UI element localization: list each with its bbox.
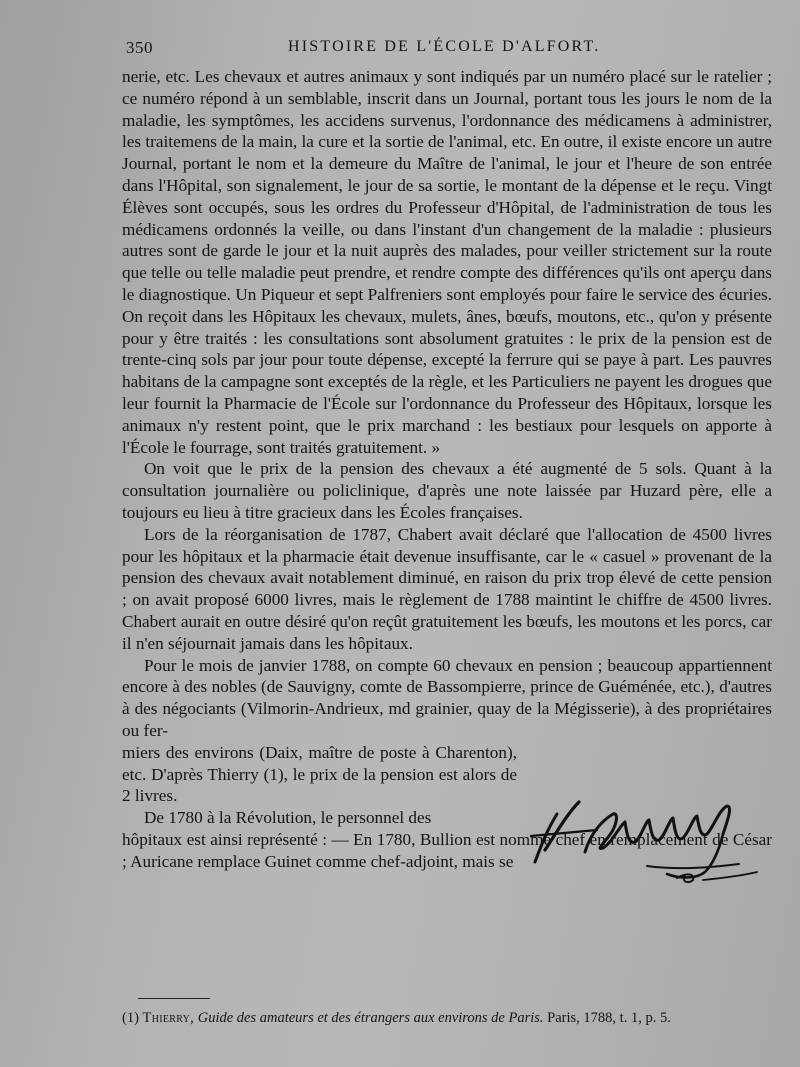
signature-section [122,742,772,873]
body-text [122,66,772,872]
footnote-marker: (1) [122,1010,139,1026]
footnote [122,1008,772,1028]
paragraph: nerie, etc. Les chevaux et autres animaux y sont indiqués par un numéro placé sur le ratelier ; ce numéro répond à un semblable, inscrit dans un Journal, portant tous les jours le nom de la maladie, les symptômes, les accidens survenus, l'ordonnance des médicamens à administrer, les traitemens de la main, la cure et la sortie de l'animal, etc. En outre, il existe encore un autre Journal, portant le nom et la demeure du Maître de l'animal, le jour et l'heure de son entrée dans l'Hôpital, son signalement, le jour de sa sortie, le montant de la dépense et le reçu. Vingt Élèves sont occupés, sous les ordres du Professeur d'Hôpital, de l'administration de tous les médicamens ordonnés la veille, ou dans l'instant d'un changement de la maladie : plusieurs autres sont de garde le jour et la nuit auprès des malades, pour veiller strictement sur la route que telle ou telle maladie peut prendre, et rendre compte des différences qu'ils ont aperçu dans le diagnostique. Un Piqueur et sept Palfreniers sont employés pour faire le service des écuries. On reçoit dans les Hôpitaux les chevaux, mulets, ânes, bœufs, moutons, etc., qu'on y présente pour y être traités : les consultations sont absolument gratuites : le prix de la pension est de trente-cinq sols par jour pour toute dépense, excepté la ferrure qui se paye à part. Les pauvres habitans de la campagne sont exceptés de la règle, et les Particuliers ne payent les drogues que leur fournit la Pharmacie de l'École sur l'ordonnance du Professeur des Hôpitaux, lorsque les animaux n'y restent point, que le prix marchand : les bestiaux pour lesquels on apporte à l'École le fourrage, sont traités gratuitement. » [122,67,772,457]
footnote-author: Thierry, [142,1010,195,1026]
paragraph: On voit que le prix de la pension des chevaux a été augmenté de 5 sols. Quant à la consultation journalière ou policlinique, d'après une note laissée par Huzard père, elle a toujours eu lieu à titre gracieux dans les Écoles françaises. [122,459,772,522]
page-number: 350 [126,38,153,57]
paragraph: Lors de la réorganisation de 1787, Chabert avait déclaré que l'allocation de 4500 livres pour les hôpitaux et la pharmacie était devenue insuffisante, car le « casuel » provenant de la pension des chevaux avait notablement diminué, en raison du prix trop élevé de cette pension ; on avait proposé 6000 livres, mais le règlement de 1788 maintint le chiffre de 4500 livres. Chabert aurait en outre désiré qu'on reçût gratuitement les bœufs, les moutons et les porcs, car il n'en séjournait jamais dans les hôpitaux. [122,524,772,653]
signature-image [527,792,762,887]
paragraph-lead: De 1780 à la Révolution, le personnel des [144,808,432,828]
running-title: HISTOIRE DE L'ÉCOLE D'ALFORT. [288,38,601,55]
footnote-title: Guide des amateurs et des étrangers aux environs de Paris. [197,1010,544,1026]
paragraph: Pour le mois de janvier 1788, on compte 60 chevaux en pension ; beaucoup appartiennent encore à des nobles (de Sauvigny, comte de Bassompierre, prince de Guéménée, etc.), d'autres à des négociants (Vilmorin-Andrieux, md grainier, quay de la Mégisserie), à des propriétaires ou fer- [122,655,772,740]
page-header [118,38,768,62]
footnote-rule [138,998,210,999]
paragraph: hôpitaux est ainsi représenté : — En 1780, Bullion est nommé chef en remplacement de César ; Auricane remplace Guinet comme chef-adjoint, mais se [122,829,772,871]
paragraph: miers des environs (Daix, maître de poste à Charenton), etc. D'après Thierry (1), le prix de la pension est alors de 2 livres. [122,742,517,806]
footnote-citation: Paris, 1788, t. 1, p. 5. [547,1010,671,1026]
